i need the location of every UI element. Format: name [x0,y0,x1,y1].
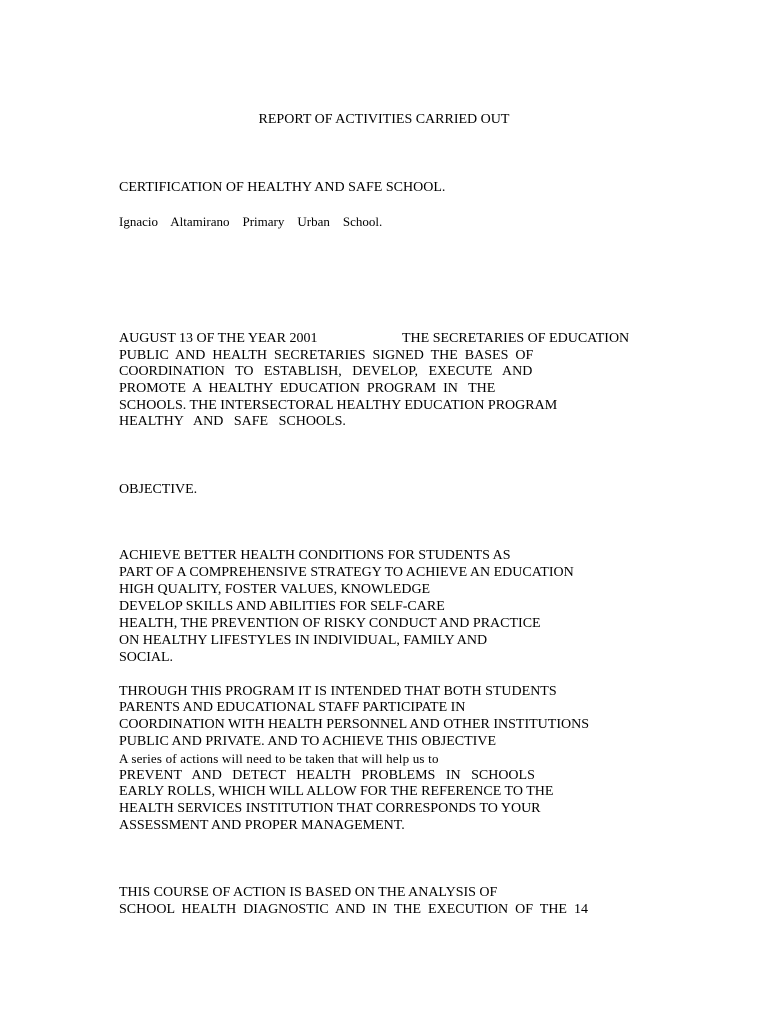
program-line: A series of actions will need to be taken that will help us to [119,751,439,766]
certification-heading: CERTIFICATION OF HEALTHY AND SAFE SCHOOL. [119,180,446,195]
objective-line: PART OF A COMPREHENSIVE STRATEGY TO ACHIEVE AN EDUCATION [119,565,574,580]
program-line: THROUGH THIS PROGRAM IT IS INTENDED THAT BOTH STUDENTS [119,684,557,699]
objective-line: HIGH QUALITY, FOSTER VALUES, KNOWLEDGE [119,582,431,597]
program-line: HEALTH SERVICES INSTITUTION THAT CORRESPONDS TO YOUR [119,801,541,816]
report-title: REPORT OF ACTIVITIES CARRIED OUT [258,112,510,127]
objective-line: DEVELOP SKILLS AND ABILITIES FOR SELF-CARE [119,599,445,614]
course-line: THIS COURSE OF ACTION IS BASED ON THE ANALYSIS OF [119,885,498,900]
program-line: ASSESSMENT AND PROPER MANAGEMENT. [119,818,405,833]
program-line: EARLY ROLLS, WHICH WILL ALLOW FOR THE REFERENCE TO THE [119,784,554,799]
objective-line: ACHIEVE BETTER HEALTH CONDITIONS FOR STUDENTS AS [119,548,511,563]
objective-line: SOCIAL. [119,650,174,665]
paragraph1-date: AUGUST 13 OF THE YEAR 2001 [119,331,318,346]
objective-line: ON HEALTHY LIFESTYLES IN INDIVIDUAL, FAMILY AND [119,633,488,648]
paragraph1-line: SCHOOLS. THE INTERSECTORAL HEALTHY EDUCATION PROGRAM [119,398,558,413]
school-name: Ignacio Altamirano Primary Urban School. [119,214,383,229]
paragraph1-line: HEALTHY AND SAFE SCHOOLS. [119,414,346,429]
program-line: PUBLIC AND PRIVATE. AND TO ACHIEVE THIS OBJECTIVE [119,734,496,749]
program-line: COORDINATION WITH HEALTH PERSONNEL AND OTHER INSTITUTIONS [119,717,590,732]
program-line: PARENTS AND EDUCATIONAL STAFF PARTICIPATE IN [119,700,466,715]
paragraph1-line: COORDINATION TO ESTABLISH, DEVELOP, EXECUTE AND [119,364,533,379]
paragraph1-line: PROMOTE A HEALTHY EDUCATION PROGRAM IN THE [119,381,496,396]
paragraph1-line: PUBLIC AND HEALTH SECRETARIES SIGNED THE BASES OF [119,348,534,363]
paragraph1-line: THE SECRETARIES OF EDUCATION [402,331,630,346]
program-line: PREVENT AND DETECT HEALTH PROBLEMS IN SCHOOLS [119,768,535,783]
course-line: SCHOOL HEALTH DIAGNOSTIC AND IN THE EXECUTION OF THE 14 [119,902,588,917]
objective-line: HEALTH, THE PREVENTION OF RISKY CONDUCT AND PRACTICE [119,616,541,631]
objective-heading: OBJECTIVE. [119,482,198,497]
